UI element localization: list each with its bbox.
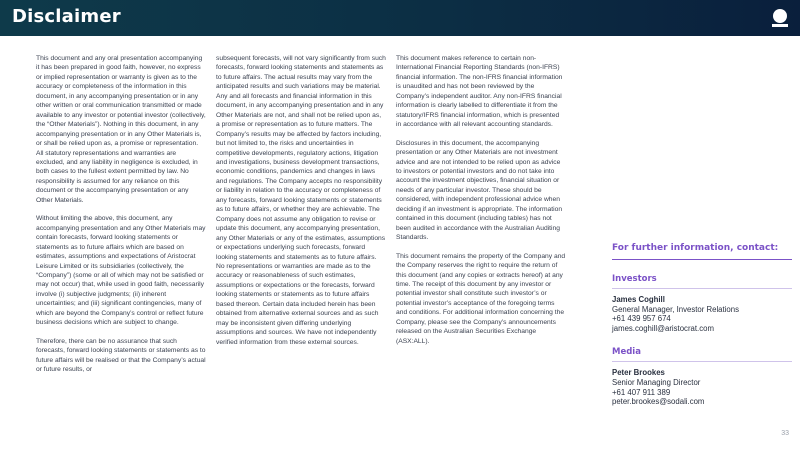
investors-title: Investors — [612, 274, 657, 284]
media-contact — [612, 368, 792, 406]
disclaimer-paragraph: This document makes reference to certain non-International Financial Reporting Standards (non-IFRS) financial information. The non-IFRS financial information is unaudited and has not been reviewed by the Company’s independent auditor. Any non-IFRS financial information is clearly labelled to differentiate it from the statutory/IFRS financial information, which is presented in accordance with all relevant accounting standards. — [396, 55, 563, 129]
disclaimer-column-2 — [216, 54, 386, 356]
media-name: Peter Brookes — [612, 368, 665, 378]
investors-contact — [612, 295, 792, 333]
investors-divider — [612, 288, 792, 289]
media-divider — [612, 361, 792, 362]
disclaimer-paragraph: Disclosures in this document, the accompanying presentation or any Other Materials are not investment advice and are not intended to be relied upon as advice to investors or potential investors and do not take into account the investment objectives, financial situation or needs of any particular investor. These should be considered, with independent professional advice when deciding if an investment is appropriate. The information contained in this document (including tables) has not been audited in accordance with the Australian Auditing Standards. — [396, 139, 563, 242]
investors-name: James Coghill — [612, 295, 665, 304]
media-phone: +61 407 911 389 — [612, 387, 671, 397]
contact-divider — [612, 259, 792, 260]
investors-email[interactable]: james.coghill@aristocrat.com — [612, 323, 714, 333]
disclaimer-paragraph: Without limiting the above, this document, any accompanying presentation and any Other Materials may contain forecasts, forward looking statements or statements as to future affairs which are based on estimates, assumptions and expectations of Aristocrat Leisure Limited or its subsidiaries (collectively, the “Company”) (some or all of which may not be satisfied or may not occur) that, while used in good faith, necessarily involve (i) subjective judgments; (ii) inherent uncertainties; and (iii) significant contingencies, many of which are beyond the Company’s control or reflect future business decisions which are subject to change. — [36, 215, 206, 327]
media-role: Senior Managing Director — [612, 377, 701, 387]
disclaimer-paragraph: This document remains the property of the Company and the Company reserves the right to require the return of this document (and any copies or extracts hereof) at any time. The receipt of this document by any investor or potential investor shall constitute such investor’s or potential investor’s acceptance of the foregoing terms and conditions. For additional information concerning the Company, please see the Company’s announcements released on the Australian Securities Exchange (ASX:ALL). — [396, 252, 566, 345]
investors-phone: +61 439 957 674 — [612, 314, 671, 324]
disclaimer-paragraph: This document and any oral presentation accompanying it has been prepared in good faith, however, no express or implied representation or warranty is given as to the accuracy or completeness of the information in this document, in any accompanying presentation or in any other written or oral communication transmitted or made available to any investor or potential investor (collectively, the “Other Materials”). Nothing in this document, in any accompanying presentation or in any Other Materials is, or shall be relied upon as, a promise or representation. All statutory representations and warranties are excluded, and any liability in negligence is excluded, in both cases to the fullest extent permitted by law. No responsibility is assumed for any reliance on this document or the accompanying presentation or any Other Materials. — [36, 55, 206, 204]
header-bar — [0, 0, 800, 36]
investors-role: General Manager, Investor Relations — [612, 304, 739, 314]
page-number: 33 — [781, 430, 789, 437]
disclaimer-paragraph: Therefore, there can be no assurance that such forecasts, forward looking statements or statements as to future affairs will be realised or that the Company’s actual or future results, or — [36, 337, 206, 374]
contact-panel — [612, 243, 792, 407]
media-email[interactable]: peter.brookes@sodali.com — [612, 397, 705, 407]
contact-heading: For further information, contact: — [612, 243, 779, 253]
media-title: Media — [612, 347, 641, 358]
disclaimer-column-3 — [396, 54, 566, 355]
aristocrat-logo-icon — [769, 7, 791, 29]
page-title: Disclaimer — [12, 6, 121, 27]
disclaimer-column-1 — [36, 54, 206, 384]
disclaimer-paragraph: subsequent forecasts, will not vary significantly from such forecasts, forward looking statements and statements as to future affairs. The actual results may vary from the anticipated results and such variations may be material. Any and all forecasts and financial information in this document, in any accompanying presentation and in any Other Materials are not, and shall not be relied upon as, a promise or representation as to future matters. The Company’s results may be affected by factors including, but not limited to, the risks and uncertainties in competitive developments, regulatory actions, litigation and investigations, business development transactions, economic conditions, pandemics and changes in laws and regulations. The Company accepts no responsibility or liability in relation to the accuracy or completeness of any forecasts, forward looking statements or statements as to future affairs, or whether they are achievable. The Company does not assume any obligation to revise or update this document, any accompanying presentation, any Other Materials or any of the estimates, assumptions or expectations underlying such forecasts, forward looking statements and statements as to future affairs. No representations or warranties are made as to the accuracy or reasonableness of such estimates, assumptions or expectations or the forecasts, forward looking statements or statements as to future affairs based thereon. Certain data included herein has been obtained from alternative external sources and as such may be inconsistent given differing underlying assumptions and sources. We have not independently verified information from these external sources. — [216, 55, 386, 346]
